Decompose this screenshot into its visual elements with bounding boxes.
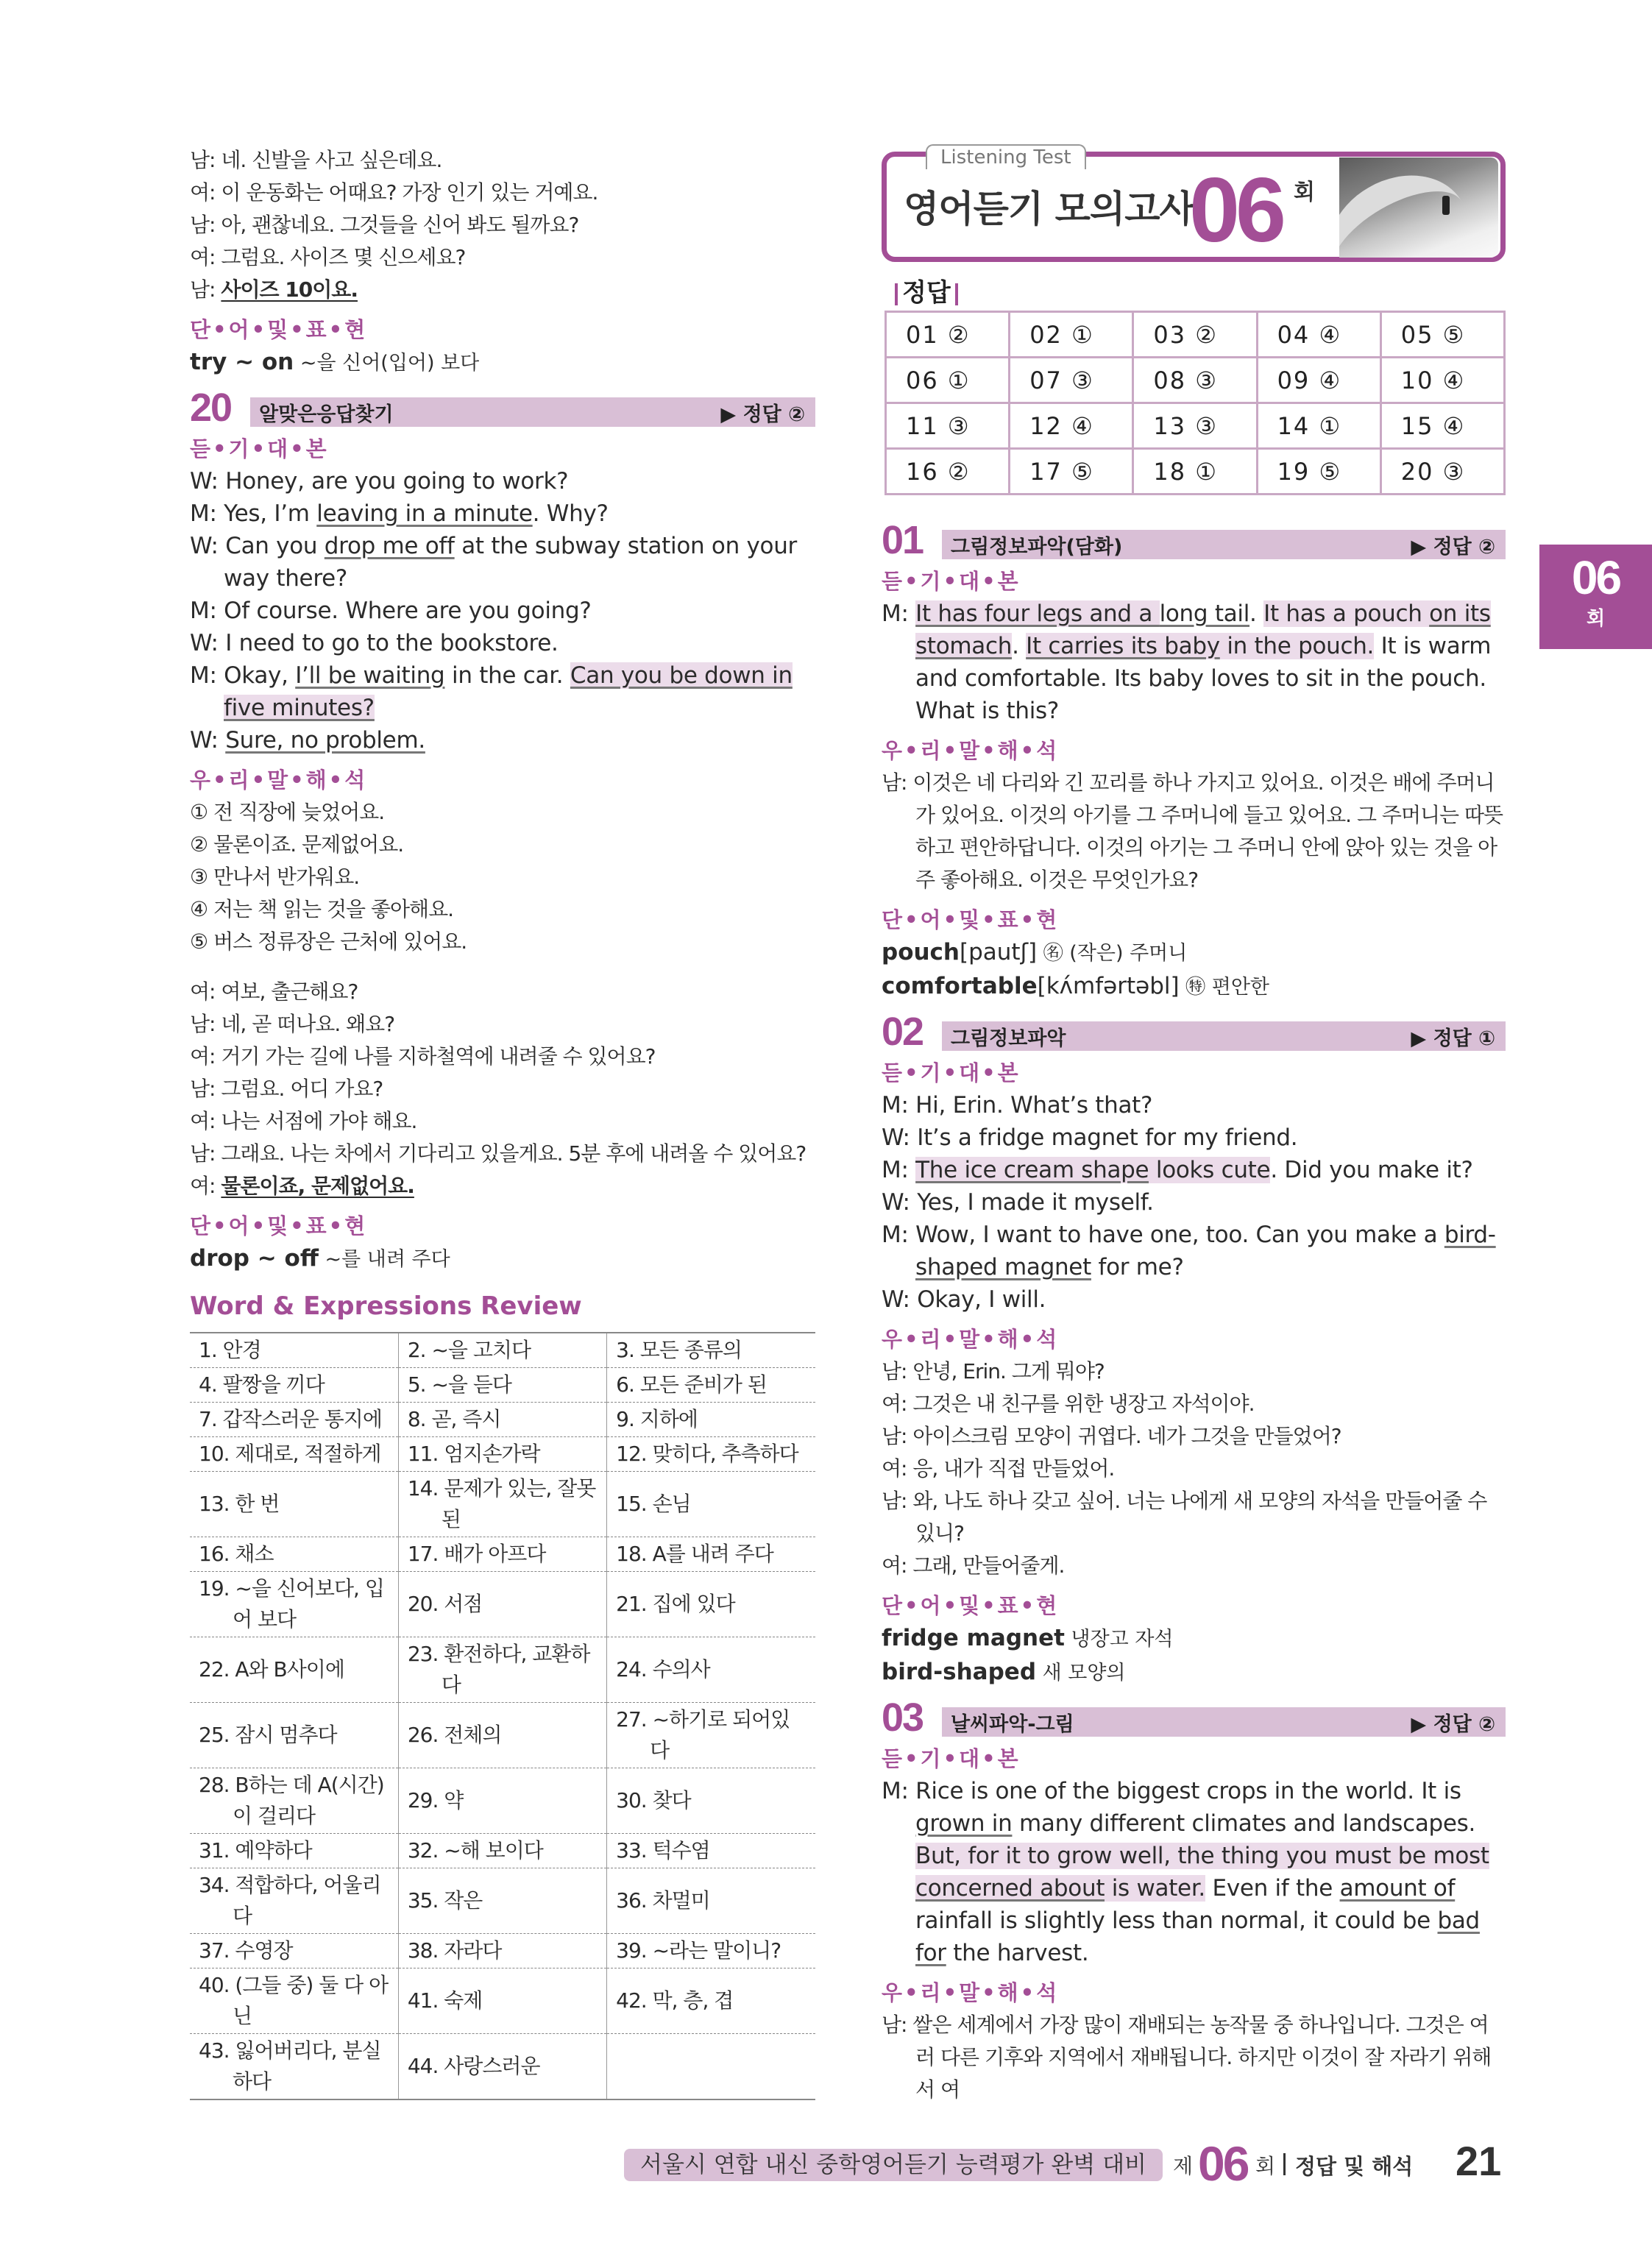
text: M: Rice is one of the biggest crops in the world. It is	[882, 1778, 1461, 1804]
text: W: Can you	[190, 533, 325, 559]
vocab-meaning: ~을 신어(입어) 보다	[294, 352, 480, 375]
vocab-item	[882, 970, 1506, 1004]
translation-heading: 우•리•말•해•석	[882, 1980, 1060, 2005]
question-type: 날씨파악-그림	[951, 1712, 1074, 1736]
text: rainfall is slightly less than normal, it could be	[915, 1907, 1438, 1934]
wave-shape	[1339, 157, 1492, 258]
script-line	[190, 659, 815, 724]
question-type: 알맞은응답찾기	[259, 403, 394, 426]
answer-cell: 09 ④	[1257, 358, 1380, 403]
translation-line: 여: 여보, 출근해요?	[190, 979, 358, 1004]
underlined-text: I’ll be waiting	[295, 662, 445, 689]
review-row	[190, 2034, 815, 2100]
answer-cell: 17 ⑤	[1010, 449, 1133, 495]
answer-row	[886, 358, 1505, 403]
header-title: 영어듣기 모의고사	[904, 188, 1194, 230]
question-band	[942, 1021, 1506, 1051]
script-heading: 듣•기•대•본	[882, 1746, 1021, 1771]
review-cell: 23. 환전하다, 교환하다	[398, 1637, 606, 1703]
text: .	[1012, 633, 1027, 659]
script-paragraph	[882, 598, 1506, 727]
answer-row	[886, 403, 1505, 449]
text: at the subway station on your way there?	[224, 533, 797, 592]
vocab-heading: 단•어•및•표•현	[190, 317, 368, 342]
answer-cell: 08 ③	[1133, 358, 1257, 403]
answer-cell: 12 ④	[1010, 403, 1133, 449]
answer-label: ▶ 정답 ②	[1411, 1712, 1495, 1736]
footer-hoe: 회	[1255, 2154, 1276, 2178]
dialogue-line: 여: 그럼요. 사이즈 몇 신으세요?	[190, 245, 466, 269]
review-cell	[607, 2034, 815, 2100]
option: ④ 저는 책 읽는 것을 좋아해요.	[190, 897, 454, 921]
review-row	[190, 1868, 815, 1934]
translation-line: 남: 와, 나도 하나 갖고 싶어. 너는 나에게 새 모양의 자석을 만들어줄 수 있니?	[882, 1489, 1487, 1545]
translation-heading: 우•리•말•해•석	[190, 768, 368, 793]
translation-line: 여: 나는 서점에 가야 해요.	[190, 1109, 417, 1133]
vocab-word: drop ~ off	[190, 1245, 319, 1272]
pronunciation: [kʌ́mfərtəbl]	[1037, 973, 1180, 999]
left-column	[190, 144, 815, 2100]
script-heading: 듣•기•대•본	[190, 436, 329, 461]
underlined-text: bird-shaped magnet	[915, 1222, 1496, 1280]
answer-cell: 03 ②	[1133, 312, 1257, 358]
answer-line: 물론이죠, 문제없어요.	[221, 1174, 414, 1198]
text: . Why?	[532, 500, 609, 527]
review-cell: 32. ~해 보이다	[398, 1834, 606, 1868]
review-cell: 6. 모든 준비가 된	[607, 1368, 815, 1403]
footer-section: 정답 및 해석	[1295, 2154, 1414, 2179]
pronunciation: [pautʃ]	[960, 939, 1038, 965]
text: W:	[190, 727, 226, 754]
review-cell: 5. ~을 듣다	[398, 1368, 606, 1403]
script-line: M: Hi, Erin. What’s that?	[882, 1092, 1153, 1119]
vocab-item	[190, 346, 815, 380]
review-cell: 43. 잃어버리다, 분실하다	[190, 2034, 398, 2100]
review-row	[190, 1968, 815, 2034]
review-cell: 14. 문제가 있는, 잘못된	[398, 1472, 606, 1537]
underlined-text: Sure, no problem.	[225, 727, 425, 754]
option: ⑤ 버스 정류장은 근처에 있어요.	[190, 929, 467, 954]
review-cell: 26. 전체의	[398, 1703, 606, 1768]
translation-line	[190, 1170, 815, 1202]
answer-cell: 06 ①	[886, 358, 1010, 403]
script-line	[882, 1154, 1506, 1186]
question-number: 01	[882, 518, 924, 562]
script-heading: 듣•기•대•본	[882, 569, 1021, 594]
review-cell: 12. 맞히다, 추측하다	[607, 1437, 815, 1472]
question-bar-03	[882, 1695, 1506, 1740]
script-line	[190, 724, 815, 756]
speaker: 남:	[190, 277, 221, 302]
review-cell: 40. (그들 중) 둘 다 아닌	[190, 1968, 398, 2034]
vocab-word: bird-shaped	[882, 1659, 1037, 1685]
header-number: 06	[1189, 160, 1282, 261]
review-cell: 30. 찾다	[607, 1768, 815, 1834]
answer-cell: 01 ②	[886, 312, 1010, 358]
text: M: Yes, I’m	[190, 500, 317, 527]
speaker: M:	[882, 600, 916, 627]
question-band	[942, 1707, 1506, 1737]
review-table	[190, 1332, 815, 2100]
review-row	[190, 1368, 815, 1403]
underlined-text: leaving in a minute	[316, 500, 533, 527]
translation-line: 여: 그것은 내 친구를 위한 냉장고 자석이야.	[882, 1392, 1255, 1416]
footer-je: 제	[1173, 2154, 1194, 2178]
option: ① 전 직장에 늦었어요.	[190, 800, 385, 824]
text: many different climates and landscapes.	[1012, 1810, 1476, 1837]
answer-cell: 16 ②	[886, 449, 1010, 495]
translation-heading: 우•리•말•해•석	[882, 738, 1060, 763]
text: the harvest.	[946, 1940, 1089, 1966]
text: It is warm and comfortable. Its baby loves to sit in the pouch. What is this?	[915, 633, 1492, 724]
answer-cell: 19 ⑤	[1257, 449, 1380, 495]
question-number: 03	[882, 1695, 924, 1740]
question-band	[250, 397, 815, 427]
script-line: W: Honey, are you going to work?	[190, 468, 569, 495]
review-cell: 4. 팔짱을 끼다	[190, 1368, 398, 1403]
review-cell: 24. 수의사	[607, 1637, 815, 1703]
vocab-item	[882, 1656, 1506, 1690]
highlighted-text: looks cute	[1149, 1157, 1271, 1183]
underlined-text: concerned about	[915, 1875, 1105, 1902]
header-tab: Listening Test	[926, 144, 1086, 169]
review-row	[190, 1934, 815, 1968]
script-line: W: I need to go to the bookstore.	[190, 630, 559, 656]
review-cell: 2. ~을 고치다	[398, 1333, 606, 1368]
underlined-text: on its stomach	[915, 600, 1491, 659]
script-line	[882, 1219, 1506, 1283]
answer-cell: 04 ④	[1257, 312, 1380, 358]
vocab-meaning: ㊔ (작은) 주머니	[1037, 942, 1188, 965]
review-row	[190, 1537, 815, 1572]
translation-line: 남: 아이스크림 모양이 귀엽다. 네가 그것을 만들었어?	[882, 1424, 1341, 1448]
question-bar-20	[190, 386, 815, 430]
highlighted-text: in the pouch.	[1219, 633, 1375, 659]
review-row	[190, 1834, 815, 1868]
translation-heading: 우•리•말•해•석	[882, 1327, 1060, 1352]
side-tab	[1539, 545, 1652, 649]
answer-cell: 05 ⑤	[1380, 312, 1504, 358]
review-cell: 11. 엄지손가락	[398, 1437, 606, 1472]
header-hoe: 회	[1294, 180, 1315, 205]
text: for me?	[1091, 1254, 1184, 1280]
answer-cell: 20 ③	[1380, 449, 1504, 495]
review-row	[190, 1768, 815, 1834]
vocab-heading: 단•어•및•표•현	[882, 907, 1060, 932]
text: in the car.	[444, 662, 570, 689]
vocab-item	[882, 1622, 1506, 1656]
answer-table	[885, 311, 1506, 495]
underlined-text: grown in	[915, 1810, 1013, 1837]
review-cell: 3. 모든 종류의	[607, 1333, 815, 1368]
review-cell: 27. ~하기로 되어있다	[607, 1703, 815, 1768]
highlighted-text: But, for it to grow well, the thing you must be most	[915, 1843, 1489, 1869]
option: ③ 만나서 반가워요.	[190, 865, 360, 889]
underlined-text: long tail	[1159, 600, 1250, 627]
translation-line: 남: 그래요. 나는 차에서 기다리고 있을게요. 5분 후에 내려올 수 있어요?	[190, 1141, 806, 1166]
footer-separator	[1283, 2153, 1286, 2175]
highlighted-text: It has a pouch	[1263, 600, 1430, 627]
review-cell: 34. 적합하다, 어울리다	[190, 1868, 398, 1934]
highlighted-text: It carries its baby	[1026, 633, 1220, 659]
option: ② 물론이죠. 문제없어요.	[190, 832, 404, 857]
underlined-text: drop me off	[324, 533, 455, 559]
answer-row	[886, 312, 1505, 358]
highlighted-text: is water.	[1105, 1875, 1205, 1902]
review-title: Word & Expressions Review	[190, 1291, 582, 1321]
question-band	[942, 530, 1506, 559]
review-cell: 22. A와 B사이에	[190, 1637, 398, 1703]
underlined-text: amount of	[1339, 1875, 1456, 1902]
page-footer	[624, 2136, 1507, 2191]
translation-line: 여: 거기 가는 길에 나를 지하철역에 내려줄 수 있어요?	[190, 1044, 656, 1069]
question-type: 그림정보파악(담화)	[951, 535, 1123, 559]
dialogue-line: 여: 이 운동화는 어때요? 가장 인기 있는 거예요.	[190, 180, 598, 205]
script-line: W: Yes, I made it myself.	[882, 1189, 1154, 1216]
review-cell: 37. 수영장	[190, 1934, 398, 1968]
translation-line: 남: 네, 곧 떠나요. 왜요?	[190, 1012, 395, 1036]
surfer-figure	[1442, 196, 1450, 215]
script-heading: 듣•기•대•본	[882, 1060, 1021, 1085]
review-cell: 20. 서점	[398, 1572, 606, 1637]
review-row	[190, 1703, 815, 1768]
review-cell: 18. A를 내려 주다	[607, 1537, 815, 1572]
review-cell: 19. ~을 신어보다, 입어 보다	[190, 1572, 398, 1637]
speaker: 여:	[190, 1174, 221, 1198]
page-number: 21	[1456, 2138, 1502, 2184]
script-line: W: It’s a fridge magnet for my friend.	[882, 1124, 1298, 1151]
vocab-item	[190, 1242, 815, 1276]
answer-row	[886, 449, 1505, 495]
review-cell: 13. 한 번	[190, 1472, 398, 1537]
underlined-text: bad for	[915, 1907, 1480, 1966]
translation-paragraph: 남: 이것은 네 다리와 긴 꼬리를 하나 가지고 있어요. 이것은 배에 주머니가 있어요. 이것의 아기를 그 주머니에 들고 있어요. 그 주머니는 따뜻하고 편안하답니다. 이것의 아기는 그 주머니 안에 앉아 있는 것을 아주 좋아해요. 이것은 무엇인가요?	[882, 770, 1503, 892]
answer-line: 사이즈 10이요.	[221, 277, 358, 302]
vocab-word: comfortable	[882, 973, 1038, 999]
text: M: Wow, I want to have one, too. Can you make a	[882, 1222, 1444, 1248]
review-row	[190, 1637, 815, 1703]
question-number: 02	[882, 1010, 924, 1054]
translation-line: 남: 그럼요. 어디 가요?	[190, 1077, 383, 1101]
vocab-heading: 단•어•및•표•현	[190, 1213, 368, 1238]
side-tab-label: 회	[1586, 608, 1606, 630]
translation-paragraph: 남: 쌀은 세계에서 가장 많이 재배되는 농작물 중 하나입니다. 그것은 여러 다른 기후와 지역에서 재배됩니다. 하지만 이것이 잘 자라기 위해서 여	[882, 2013, 1492, 2102]
review-cell: 7. 갑작스러운 통지에	[190, 1403, 398, 1437]
test-header	[882, 144, 1506, 262]
vocab-meaning: 새 모양의	[1036, 1662, 1126, 1684]
answer-cell: 18 ①	[1133, 449, 1257, 495]
translation-line: 여: 그래, 만들어줄게.	[882, 1553, 1065, 1578]
answer-label: ▶ 정답 ②	[1411, 535, 1495, 559]
translation-line: 남: 안녕, Erin. 그게 뭐야?	[882, 1359, 1105, 1383]
review-row	[190, 1572, 815, 1637]
question-bar-01	[882, 518, 1506, 562]
review-cell: 16. 채소	[190, 1537, 398, 1572]
script-line	[190, 530, 815, 595]
footer-test-number: 06	[1198, 2136, 1248, 2191]
review-cell: 28. B하는 데 A(시간)이 걸리다	[190, 1768, 398, 1834]
review-cell: 15. 손님	[607, 1472, 815, 1537]
review-cell: 31. 예약하다	[190, 1834, 398, 1868]
vocab-word: try ~ on	[190, 349, 294, 375]
review-cell: 9. 지하에	[607, 1403, 815, 1437]
review-cell: 25. 잠시 멈추다	[190, 1703, 398, 1768]
bar-icon	[955, 283, 958, 305]
text: .	[1249, 600, 1264, 627]
question-type: 그림정보파악	[951, 1027, 1066, 1050]
script-line: M: Of course. Where are you going?	[190, 598, 592, 624]
vocab-meaning: ㊕ 편안한	[1179, 976, 1269, 999]
answer-label: ▶ 정답 ②	[720, 403, 805, 426]
speaker: M:	[882, 1157, 916, 1183]
script-line: W: Okay, I will.	[882, 1286, 1046, 1313]
highlighted-text: It has four legs and a	[915, 600, 1160, 627]
answer-cell: 10 ④	[1380, 358, 1504, 403]
review-cell: 44. 사랑스러운	[398, 2034, 606, 2100]
vocab-word: fridge magnet	[882, 1625, 1065, 1651]
dialogue-line	[190, 274, 815, 306]
text: M: Okay,	[190, 662, 296, 689]
vocab-word: pouch	[882, 939, 960, 965]
answers-label	[890, 272, 963, 308]
vocab-meaning: 냉장고 자석	[1064, 1628, 1174, 1651]
review-cell: 1. 안경	[190, 1333, 398, 1368]
review-cell: 8. 곧, 즉시	[398, 1403, 606, 1437]
answer-label: ▶ 정답 ①	[1411, 1027, 1495, 1050]
answer-cell: 13 ③	[1133, 403, 1257, 449]
text: . Did you make it?	[1270, 1157, 1473, 1183]
review-cell: 36. 차멀미	[607, 1868, 815, 1934]
answer-cell: 14 ①	[1257, 403, 1380, 449]
review-cell: 35. 작은	[398, 1868, 606, 1934]
review-row	[190, 1472, 815, 1537]
right-column	[882, 518, 1506, 2106]
review-cell: 42. 막, 층, 겹	[607, 1968, 815, 2034]
script-line	[190, 497, 815, 530]
answer-cell: 15 ④	[1380, 403, 1504, 449]
surfer-photo	[1339, 157, 1498, 258]
review-row	[190, 1403, 815, 1437]
text: Even if the	[1205, 1875, 1340, 1902]
dialogue-line: 남: 아, 괜찮네요. 그것들을 신어 봐도 될까요?	[190, 213, 579, 237]
highlighted-text: The ice cream shape	[915, 1157, 1149, 1183]
vocab-meaning: ~를 내려 주다	[318, 1248, 450, 1271]
translation-line: 여: 응, 내가 직접 만들었어.	[882, 1456, 1115, 1481]
answer-cell: 02 ①	[1010, 312, 1133, 358]
footer-series-title: 서울시 연합 내신 중학영어듣기 능력평가 완벽 대비	[624, 2149, 1163, 2181]
review-cell: 10. 제대로, 적절하게	[190, 1437, 398, 1472]
review-cell: 29. 약	[398, 1768, 606, 1834]
bar-icon	[895, 283, 898, 305]
review-cell: 39. ~라는 말이니?	[607, 1934, 815, 1968]
answer-cell: 11 ③	[886, 403, 1010, 449]
review-cell: 38. 자라다	[398, 1934, 606, 1968]
question-number: 20	[190, 386, 232, 430]
highlighted-text: Can you be down in five minutes?	[224, 662, 793, 721]
review-cell: 41. 숙제	[398, 1968, 606, 2034]
review-cell: 17. 배가 아프다	[398, 1537, 606, 1572]
review-cell: 33. 턱수염	[607, 1834, 815, 1868]
side-tab-number: 06	[1571, 551, 1620, 604]
script-paragraph	[882, 1775, 1506, 1969]
vocab-item	[882, 936, 1506, 970]
review-row	[190, 1333, 815, 1368]
review-row	[190, 1437, 815, 1472]
question-bar-02	[882, 1010, 1506, 1054]
answer-cell: 07 ③	[1010, 358, 1133, 403]
review-cell: 21. 집에 있다	[607, 1572, 815, 1637]
dialogue-line: 남: 네. 신발을 사고 싶은데요.	[190, 148, 442, 172]
vocab-heading: 단•어•및•표•현	[882, 1593, 1060, 1618]
answers-label-text: 정답	[902, 278, 951, 308]
